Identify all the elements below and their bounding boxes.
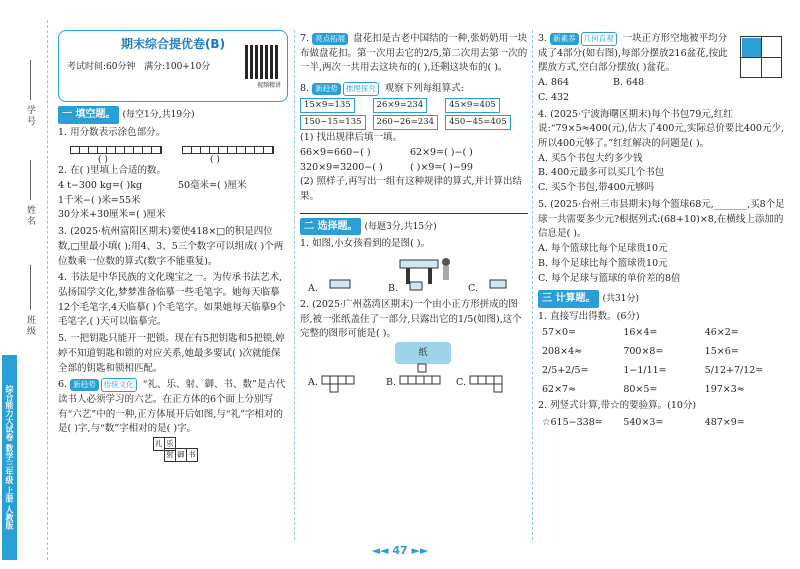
- exam-time: 考试时间:60分钟: [67, 62, 136, 72]
- choice-option[interactable]: A.: [308, 377, 318, 389]
- tag-badge: 新趋势: [70, 379, 99, 391]
- tag-badge: 新趋势: [312, 83, 341, 95]
- section-label: 一 填空题。: [58, 106, 119, 124]
- question-number: 5.: [58, 333, 68, 345]
- question-4: [58, 271, 288, 330]
- fill-item[interactable]: 320×9=3200−( ): [300, 161, 383, 173]
- tag-badge: 推理探究: [343, 82, 379, 96]
- question-text: 盘花扣是古老中国结的一种,张奶奶用一块布做盘花扣。第一次用去它的2/5,第二次用去第一次的一半,两次一共用去这块布的( ),还剩这块布的( )。: [300, 33, 528, 74]
- column-middle: [300, 30, 528, 396]
- question-number: 1.: [58, 126, 68, 138]
- book-spine: [2, 355, 17, 560]
- tag-badge: 几何直观: [581, 32, 617, 46]
- question-number: 3.: [58, 226, 68, 238]
- calc-item[interactable]: 80×5=: [623, 383, 658, 395]
- net-face: 御: [175, 448, 187, 462]
- calc-item[interactable]: 5/12+7/12=: [704, 364, 764, 376]
- equation-group: [300, 97, 366, 131]
- class-label: 班级: [25, 315, 35, 337]
- equation: 45×9=405: [445, 98, 500, 113]
- section-note: (每题3分,共15分): [364, 221, 437, 232]
- option-b-figure: [410, 282, 422, 290]
- calc-item[interactable]: 57×0=: [542, 327, 577, 339]
- answer-blank[interactable]: ( ): [98, 155, 108, 166]
- question-number: 8.: [300, 83, 310, 95]
- tag-badge: 亮点拓展: [312, 33, 348, 45]
- question-text: (2025·广州荔湾区期末)一个由小正方形拼成的图形,被一张纸盖住了一部分,只露出它的1/5(如图),这个完整的图形可能是( )。: [300, 299, 522, 340]
- student-number-field[interactable]: [30, 60, 31, 100]
- calc-item[interactable]: 487×9=: [704, 417, 745, 429]
- girl-view-illustration: [300, 252, 528, 296]
- qr-caption: 视频精讲: [256, 82, 281, 89]
- class-field[interactable]: [30, 265, 31, 310]
- question-number: 2.: [538, 400, 548, 412]
- section-heading: [538, 290, 786, 308]
- view-figure: [300, 252, 528, 296]
- exam-header: [58, 30, 288, 102]
- choice-option[interactable]: C. 买5个书包,带400元够吗: [538, 182, 655, 194]
- calc-item[interactable]: 2/5+2/5=: [542, 364, 589, 376]
- covered-shape-figure: [300, 342, 528, 394]
- answer-blank[interactable]: ( ): [210, 155, 220, 166]
- equation: 450−45=405: [445, 115, 511, 130]
- equation: 15×9=135: [300, 98, 355, 113]
- section-label: 三 计算题。: [538, 290, 599, 308]
- calc-item[interactable]: 540×3=: [623, 417, 664, 429]
- spine-text: 综合能力大试卷 数学三年级 上册 人教版: [5, 385, 14, 530]
- sub-question: (2) 照样子,再写出一组有这种规律的算式,并计算出结果。: [300, 176, 523, 203]
- binding-gutter: [0, 0, 56, 569]
- fill-item[interactable]: 1千米−( )米=55米: [58, 194, 141, 206]
- choice-option[interactable]: C.: [468, 283, 478, 295]
- question-1: [58, 126, 288, 166]
- shaded-part: [742, 38, 761, 57]
- choice-option[interactable]: B. 648: [613, 77, 645, 89]
- calc-item[interactable]: 700×8=: [623, 346, 664, 358]
- choice-option[interactable]: C.: [456, 377, 466, 389]
- calc-item[interactable]: 15×6=: [704, 346, 739, 358]
- question-text: (2025·台州三市县期末)每个篮球68元,_______,买8个足球一共需要多少元?根据列式:(68+10)×8,在横线上添加的信息是( )。: [538, 198, 785, 240]
- column-divider: [532, 30, 533, 540]
- option-a-figure: [330, 280, 350, 288]
- question-text: 如图,小女孩看到的是图( )。: [312, 238, 431, 250]
- calc-item[interactable]: 208×4≈: [542, 346, 583, 358]
- calc-item[interactable]: 1−1/11=: [623, 364, 667, 376]
- fill-item[interactable]: 4 t−300 kg=( )kg: [58, 179, 143, 191]
- calc-question-2: [538, 399, 786, 430]
- question-6: [58, 378, 288, 465]
- question-7: [300, 32, 528, 76]
- question-number: 1.: [300, 238, 310, 250]
- name-label: 姓名: [25, 205, 35, 227]
- choice-option[interactable]: C. 每个足球与篮球的单价差的8倍: [538, 272, 681, 284]
- fill-item[interactable]: 66×9=660−( ): [300, 146, 371, 158]
- calc-question-1: [538, 310, 786, 398]
- choice-option[interactable]: B.: [386, 377, 397, 389]
- question-text: 观察下列每组算式:: [384, 83, 464, 95]
- paper-cover: 纸: [395, 342, 451, 364]
- written-calc-grid: [542, 416, 786, 431]
- choice-option[interactable]: B.: [388, 283, 399, 295]
- mental-math-grid: [542, 326, 786, 397]
- equation-group: [445, 97, 511, 131]
- section-heading: [300, 218, 528, 236]
- section-heading: [58, 106, 288, 124]
- question-text: 书法是中华民族的文化瑰宝之一。为传承书法艺术,弘扬国学文化,梦梦准备临摹一些毛笔字。她每天临摹12个毛笔字,4天临摹( )个毛笔字。如果她每天临摹9个毛笔字,( )天可以临摹完。: [58, 272, 286, 328]
- question-5: [58, 332, 288, 376]
- section-label: 二 选择题。: [300, 218, 361, 236]
- choice-question-1: [300, 237, 528, 296]
- choice-question-2: [300, 298, 528, 394]
- cut-line: [47, 20, 48, 560]
- question-number: 2.: [58, 165, 68, 177]
- choice-question-3: [538, 32, 786, 106]
- choice-option[interactable]: A. 买5个书包大约多少钱: [538, 152, 643, 164]
- column-left: [58, 30, 288, 467]
- question-number: 4.: [58, 272, 68, 284]
- option-a-figure: [322, 376, 354, 392]
- shape-options: [300, 342, 528, 394]
- question-2: [58, 164, 288, 223]
- question-text: 直接写出得数。(6分): [550, 310, 640, 322]
- choice-option[interactable]: B. 400元最多可以买几个书包: [538, 167, 665, 179]
- equation: 150−15=135: [300, 115, 366, 130]
- question-text: “礼、乐、射、御、书、数”是古代读书人必须学习的六艺。在正方体的6个面上分别写有“六艺”中的一种,正方体展开后如图,与“礼”字相对的是( )字,与“数”字相对的是( )字。: [58, 379, 286, 435]
- choice-option[interactable]: C. 432: [538, 91, 570, 103]
- fill-item[interactable]: 30分米+30厘米=( )厘米: [58, 209, 166, 221]
- choice-question-5: [538, 198, 786, 286]
- question-text: (2025·杭州富阳区期末)要使418×□的积是四位数,□里最小填( );用4、3、5三个数字可以组成( )个两位数乘一位数的算式(数字不能重复)。: [58, 226, 284, 267]
- exam-meta: [67, 61, 210, 75]
- calc-item[interactable]: 197×3≈: [704, 383, 745, 395]
- question-text: 一把钥匙只能开一把锁。现在有5把钥匙和5把锁,婷婷不知道钥匙和锁的对应关系,她最多要试( )次就能保全部的钥匙和锁相匹配。: [58, 333, 285, 374]
- choice-question-4: [538, 108, 786, 196]
- qr-code-icon[interactable]: [245, 45, 279, 79]
- tag-badge: 传统文化: [101, 378, 137, 392]
- fraction-bar-figure: [70, 146, 162, 154]
- fraction-bars: [70, 140, 288, 166]
- calc-item[interactable]: 46×2=: [704, 327, 739, 339]
- question-number: 4.: [538, 108, 548, 120]
- fill-item[interactable]: 50毫米=( )厘米: [178, 179, 247, 191]
- square-plot-figure: [740, 36, 782, 78]
- fraction-bar-figure: [182, 146, 274, 154]
- net-face: 礼: [153, 437, 165, 451]
- column-right: [538, 30, 786, 433]
- exam-title: 期末综合提优卷(B): [120, 37, 226, 51]
- calc-item[interactable]: ☆615−338=: [542, 417, 603, 429]
- cube-net-figure: [153, 437, 288, 465]
- exam-score: 满分:100+10分: [144, 62, 211, 72]
- question-number: 1.: [538, 310, 548, 322]
- choice-option[interactable]: A. 每个篮球比每个足球贵10元: [538, 243, 668, 255]
- question-text: 列竖式计算,带☆的要验算。(10分): [550, 400, 697, 412]
- sub-question: (1) 找出规律后填一填。: [300, 132, 402, 144]
- grid-line: [761, 37, 762, 77]
- question-number: 5.: [538, 198, 548, 210]
- calc-item[interactable]: 16×4=: [623, 327, 658, 339]
- choice-option[interactable]: A. 864: [538, 77, 570, 89]
- option-c-figure: [470, 376, 502, 392]
- question-number: 6.: [58, 379, 68, 391]
- choice-option[interactable]: B. 每个足球比每个篮球贵10元: [538, 257, 668, 269]
- question-text: 用分数表示涂色部分。: [70, 126, 166, 138]
- equation: 260−26=234: [373, 115, 439, 130]
- question-text: 一块正方形空地被平均分成了4部分(如右图),每部分摆放216盆花,按此摆放方式,空白部分摆放( )盆花。: [538, 33, 728, 74]
- fill-item[interactable]: 62×9=( )−( ): [410, 146, 473, 158]
- equation: 26×9=234: [373, 98, 428, 113]
- net-face: 乐: [164, 437, 176, 451]
- section-note: (每空1分,共19分): [122, 110, 195, 120]
- question-text: 在( )里填上合适的数。: [70, 165, 167, 177]
- name-field[interactable]: [30, 160, 31, 200]
- choice-option[interactable]: A.: [308, 283, 318, 295]
- net-face: 射: [164, 448, 176, 462]
- option-b-figure: [400, 376, 440, 384]
- tag-badge: 新素养: [550, 33, 579, 45]
- net-face: 书: [186, 448, 198, 462]
- answer-line[interactable]: [300, 213, 528, 214]
- calc-item[interactable]: 62×7≈: [542, 383, 577, 395]
- question-number: 3.: [538, 33, 548, 44]
- option-c-figure: [490, 280, 506, 288]
- question-number: 7.: [300, 33, 310, 44]
- question-number: 2.: [300, 299, 310, 311]
- column-divider: [294, 30, 295, 540]
- question-3: [58, 225, 288, 269]
- equation-group: [373, 97, 439, 131]
- question-8: [300, 82, 528, 205]
- fill-item[interactable]: ( )×9=( )−99: [410, 161, 473, 173]
- section-note: (共31分): [602, 294, 639, 305]
- question-text: (2025·宁波海曙区期末)每个书包79元,红红说:“79×5≈400(元),估大了400元,实际总价要比400元少,所以400元够了。”红红解决的问题是( )。: [538, 108, 784, 150]
- page-number: ◄◄ 47 ►►: [371, 544, 429, 557]
- student-number-label: 学号: [25, 105, 35, 127]
